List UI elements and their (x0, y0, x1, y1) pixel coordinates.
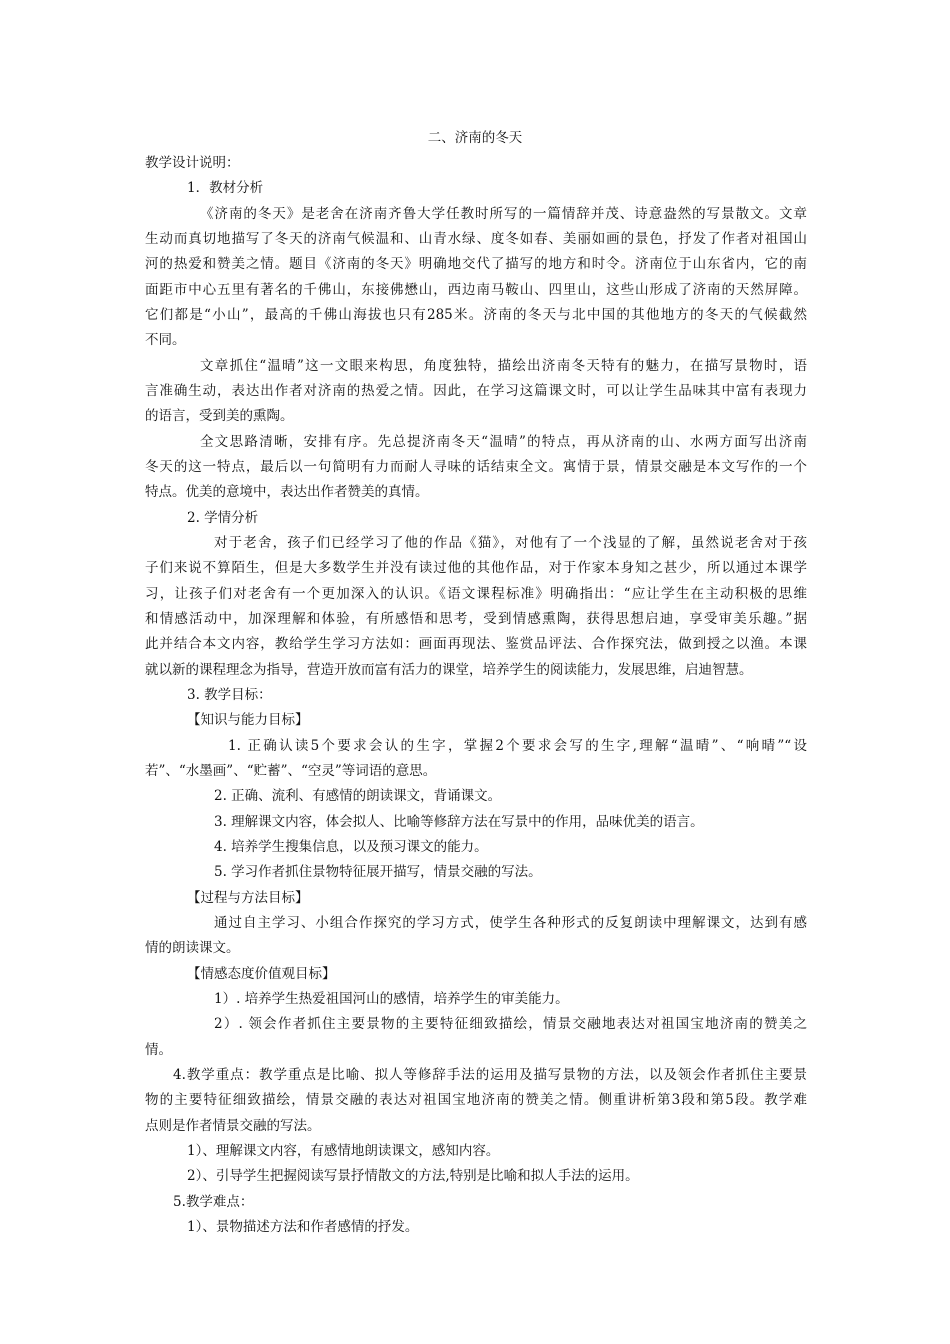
paragraph-line: 若”、“水墨画”、“贮蓄”、“空灵”等词语的意思。 (145, 763, 437, 779)
paragraph-line: 通过自主学习、小组合作探究的学习方式，使学生各种形式的反复朗读中理解课文，达到有感 (214, 915, 807, 931)
paragraph-line: 点则是作者情景交融的写法。 (145, 1118, 321, 1134)
page-title: 二、济南的冬天 (427, 130, 523, 146)
bracket-heading: 【情感态度价值观目标】 (187, 966, 336, 982)
subsection-heading: 5.教学难点： (173, 1194, 254, 1210)
paragraph-line: 生动而真切地描写了冬天的济南气候温和、山青水绿、度冬如春、美丽如画的景色，抒发了作者对祖国山 (145, 231, 807, 247)
paragraph-line: 河的热爱和赞美之情。题目《济南的冬天》明确地交代了描写的地方和时令。济南位于山东省内，它的南 (145, 256, 807, 272)
paragraph-line: 情的朗读课文。 (145, 940, 240, 956)
paragraph-line: 就以新的课程理念为指导，营造开放而富有活力的课堂，培养学生的阅读能力，发展思维，启迪智慧。 (145, 662, 753, 678)
subsection-heading: 3. 教学目标： (187, 687, 272, 703)
list-item: 5. 学习作者抓住景物特征展开描写，情景交融的写法。 (214, 864, 542, 880)
paragraph-line: 对于老舍，孩子们已经学习了他的作品《猫》，对他有了一个浅显的了解，虽然说老舍对于孩 (214, 535, 807, 551)
paragraph-line: 习，让孩子们对老舍有一个更加深入的认识。《语文课程标准》明确指出：“应让学生在主动积极的思维 (145, 586, 807, 602)
paragraph-line: 言准确生动，表达出作者对济南的热爱之情。因此，在学习这篇课文时，可以让学生品味其中富有表现力 (145, 383, 807, 399)
paragraph-line: 此并结合本文内容，教给学生学习方法如：画面再现法、鉴赏品评法、合作探究法，做到授之以渔。本课 (145, 636, 807, 652)
paragraph-line: 物的主要特征细致描绘，情景交融的表达对祖国宝地济南的赞美之情。侧重讲析第3段和第5段。教学难 (145, 1092, 807, 1108)
paragraph-line: 特点。优美的意境中，表达出作者赞美的真情。 (145, 484, 429, 500)
paragraph-line: 情。 (145, 1042, 172, 1058)
list-item: 4. 培养学生搜集信息，以及预习课文的能力。 (214, 839, 488, 855)
paragraph-line: 和情感活动中，加深理解和体验，有所感悟和思考，受到情感熏陶，获得思想启迪，享受审美乐趣。”据 (145, 611, 807, 627)
list-item: 1）、景物描述方法和作者感情的抒发。 (187, 1219, 419, 1235)
subsection-heading: 2. 学情分析 (187, 510, 259, 526)
list-item: 1）、理解课文内容，有感情地朗读课文，感知内容。 (187, 1143, 500, 1159)
paragraph-line: 冬天的这一特点，最后以一句简明有力而耐人寻味的话结束全文。寓情于景，情景交融是本文写作的一个 (145, 459, 807, 475)
paragraph-line: 全文思路清晰，安排有序。先总提济南冬天“温晴”的特点，再从济南的山、水两方面写出济南 (200, 434, 807, 450)
paragraph-line: 子们来说不算陌生，但是大多数学生并没有读过他的其他作品，对于作家本身知之甚少，所以通过本课学 (145, 560, 807, 576)
paragraph-line: 4.教学重点：教学重点是比喻、拟人等修辞手法的运用及描写景物的方法，以及领会作者抓住主要景 (173, 1067, 807, 1083)
subsection-heading: 1．教材分析 (187, 180, 264, 196)
paragraph-line: 《济南的冬天》是老舍在济南齐鲁大学任教时所写的一篇情辞并茂、诗意盎然的写景散文。文章 (200, 206, 807, 222)
list-item: 2）. 领会作者抓住主要景物的主要特征细致描绘，情景交融地表达对祖国宝地济南的赞美之 (214, 1016, 807, 1032)
list-item: 3. 理解课文内容，体会拟人、比喻等修辞方法在写景中的作用，品味优美的语言。 (214, 814, 704, 830)
paragraph-line: 面距市中心五里有著名的千佛山，东接佛懋山，西边南马鞍山、四里山，这些山形成了济南的天然屏障。 (145, 282, 807, 298)
bracket-heading: 【过程与方法目标】 (187, 890, 309, 906)
list-item: 2. 正确、流利、有感情的朗读课文，背诵课文。 (214, 788, 502, 804)
bracket-heading: 【知识与能力目标】 (187, 712, 309, 728)
paragraph-line: 的语言，受到美的熏陶。 (145, 408, 294, 424)
list-item: 1）. 培养学生热爱祖国河山的感情，培养学生的审美能力。 (214, 991, 569, 1007)
paragraph-line: 文章抓住“温晴”这一文眼来构思，角度独特，描绘出济南冬天特有的魅力，在描写景物时，语 (200, 358, 807, 374)
section-heading: 教学设计说明： (145, 155, 240, 171)
list-item: 1. 正确认读5个要求会认的生字，掌握2个要求会写的生字,理解“温晴”、“响晴”“设 (228, 738, 807, 754)
paragraph-line: 不同。 (145, 332, 186, 348)
paragraph-line: 它们都是“小山”，最高的千佛山海拔也只有285米。济南的冬天与北中国的其他地方的冬天的气候截然 (145, 307, 807, 323)
list-item: 2）、引导学生把握阅读写景抒情散文的方法,特别是比喻和拟人手法的运用。 (187, 1168, 639, 1184)
